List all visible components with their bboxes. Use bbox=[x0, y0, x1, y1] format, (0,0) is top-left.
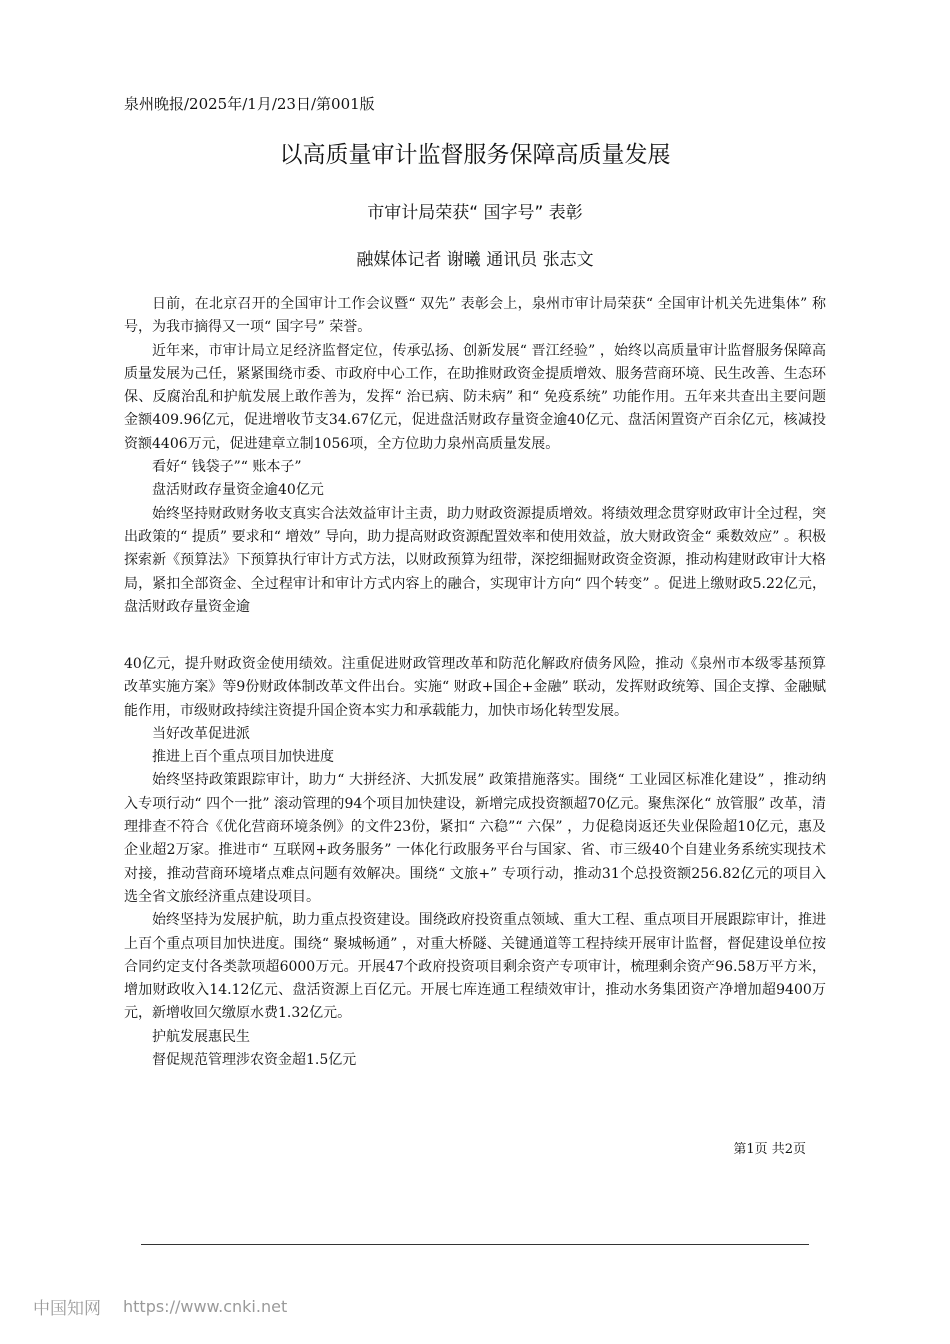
article-paragraph: 督促规范管理涉农资金超1.5亿元 bbox=[152, 1052, 357, 1069]
article-byline: 融媒体记者 谢曦 通讯员 张志文 bbox=[356, 250, 594, 270]
watermark-brand: 中国知网 bbox=[33, 1298, 101, 1319]
article-paragraph: 始终坚持为发展护航，助力重点投资建设。围绕政府投资重点领域、重大工程、重点项目开展跟踪审计，推进上百个重点项目加快进度。围绕“ 聚城畅通” ，对重大桥隧、关键通道等工程持续开展审计监督，督促建设单位按合同约定支付各类款项超6000万元。开展47个政府投资项目剩余资产专项审计，梳理剩余资产96.58万平方米，增加财政收入14.12亿元、盘活资源上百亿元。开展七库连通工程绩效审计，推动水务集团资产净增加超9400万元，新增收回欠缴原水费1.32亿元。 bbox=[124, 912, 826, 1022]
watermark-url: https://www.cnki.net bbox=[123, 1296, 288, 1316]
article-subtitle: 市审计局荣获“ 国字号” 表彰 bbox=[367, 203, 583, 223]
article-paragraph: 始终坚持财政财务收支真实合法效益审计主责，助力财政资源提质增效。将绩效理念贯穿财政审计全过程，突出政策的“ 提质” 要求和“ 增效” 导向，助力提高财政资源配置效率和使用效益，放大财政资金“ 乘数效应” 。积极探索新《预算法》下预算执行审计方式方法，以财政预算为纽带，深挖细掘财政资金资源，推动构建财政审计大格局，紧扣全部资金、全过程审计和审计方式内容上的融合，实现审计方向“ 四个转变” 。促进上缴财政5.22亿元，盘活财政存量资金逾 bbox=[124, 505, 826, 615]
article-body-part-1 bbox=[124, 293, 826, 619]
article-paragraph: 40亿元，提升财政资金使用绩效。注重促进财政管理改革和防范化解政府债务风险，推动《泉州市本级零基预算改革实施方案》等9份财政体制改革文件出台。实施“ 财政+国企+金融” 联动，发挥财政统筹、国企支撑、金融赋能作用，市级财政持续注资提升国企资本实力和承载能力，加快市场化转型发展。 bbox=[124, 656, 826, 719]
article-paragraph: 盘活财政存量资金逾40亿元 bbox=[152, 482, 324, 499]
footer-divider bbox=[141, 1244, 809, 1245]
article-paragraph: 近年来，市审计局立足经济监督定位，传承弘扬、创新发展“ 晋江经验” ，始终以高质量审计监督服务保障高质量发展为己任，紧紧围绕市委、市政府中心工作，在助推财政资金提质增效、服务营商环境、民生改善、生态环保、反腐治乱和护航发展上敢作善为，发挥“ 治已病、防未病” 和“ 免疫系统” 功能作用。五年来共查出主要问题金额409.96亿元，促进增收节支34.67亿元，促进盘活财政存量资金逾40亿元、盘活闲置资产百余亿元，核减投资额4406万元，促进建章立制1056项，全方位助力泉州高质量发展。 bbox=[124, 342, 826, 452]
article-paragraph: 看好“ 钱袋子”“ 账本子” bbox=[152, 459, 302, 476]
article-paragraph: 护航发展惠民生 bbox=[152, 1028, 250, 1045]
publication-source: 泉州晚报/2025年/1月/23日/第001版 bbox=[124, 95, 375, 113]
article-paragraph: 始终坚持政策跟踪审计，助力“ 大拼经济、大抓发展” 政策措施落实。围绕“ 工业园区标准化建设” ，推动纳入专项行动“ 四个一批” 滚动管理的94个项目加快建设，新增完成投资额超70亿元。聚焦深化“ 放管服” 改革，清理排查不符合《优化营商环境条例》的文件23份，紧扣“ 六稳”“ 六保” ，力促稳岗返还失业保险超10亿元，惠及企业超2万家。推进市“ 互联网+政务服务” 一体化行政服务平台与国家、省、市三级40个自建业务系统实现技术对接，推动营商环境堵点难点问题有效解决。围绕“ 文旅+” 专项行动，推动31个总投资额256.82亿元的项目入选全省文旅经济重点建设项目。 bbox=[124, 772, 826, 905]
article-paragraph: 当好改革促进派 bbox=[152, 725, 250, 742]
cnki-watermark bbox=[33, 1292, 287, 1320]
article-paragraph: 推进上百个重点项目加快进度 bbox=[152, 749, 334, 766]
page-number: 第1页 共2页 bbox=[733, 1142, 806, 1157]
article-body-part-2 bbox=[124, 653, 826, 1072]
article-headline: 以高质量审计监督服务保障高质量发展 bbox=[279, 142, 671, 168]
article-paragraph: 日前，在北京召开的全国审计工作会议暨“ 双先” 表彰会上，泉州市审计局荣获“ 全国审计机关先进集体” 称号，为我市摘得又一项“ 国字号” 荣誉。 bbox=[124, 296, 826, 336]
